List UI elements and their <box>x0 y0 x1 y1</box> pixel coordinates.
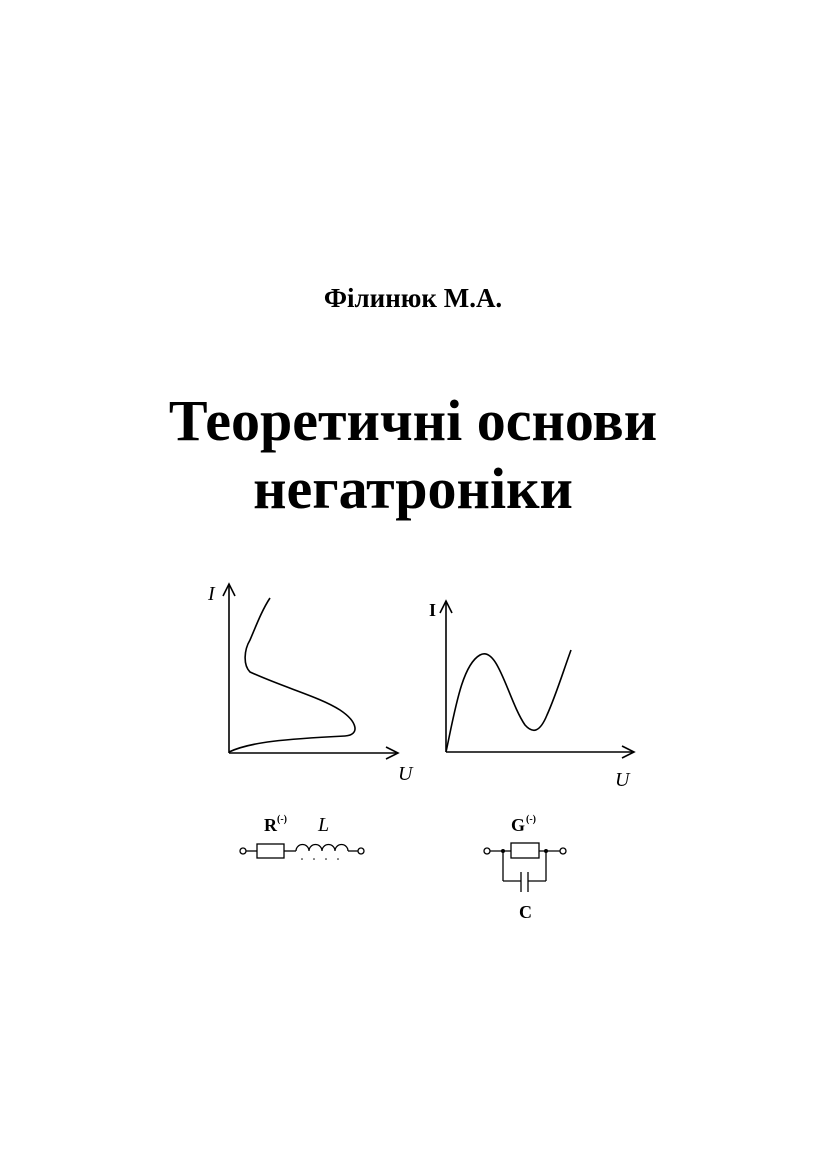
figure1-y-label: I <box>208 583 215 605</box>
figure1-x-label: U <box>398 763 413 785</box>
figure2-y-label: I <box>429 600 437 620</box>
negative-conductance-symbol <box>511 843 539 858</box>
s-type-characteristic <box>223 584 398 759</box>
inductor-symbol <box>296 845 348 852</box>
circuit1-right-terminal <box>358 848 364 854</box>
resistor-superscript: (-) <box>277 814 287 825</box>
n-type-characteristic <box>440 601 634 758</box>
figure2-x-label: U <box>615 769 630 791</box>
circuit2-right-terminal <box>560 848 566 854</box>
resistor-label: R <box>264 815 277 835</box>
circuit1-left-terminal <box>240 848 246 854</box>
figure1-curve <box>229 598 355 752</box>
parallel-gc-circuit <box>484 843 566 892</box>
author-name: Філинюк М.А. <box>323 283 503 313</box>
series-rl-circuit <box>240 844 364 858</box>
inductor-dots <box>301 858 339 860</box>
figure2-curve <box>446 650 571 752</box>
conductance-superscript: (-) <box>526 814 536 825</box>
title-line-1: Теоретичні основи <box>168 388 658 453</box>
title-line-2: негатроніки <box>253 456 573 521</box>
inductor-label: L <box>318 814 330 836</box>
capacitor-label: C <box>519 902 532 922</box>
circuit2-left-terminal <box>484 848 490 854</box>
conductance-label: G <box>511 815 526 835</box>
negative-resistor-symbol <box>257 844 284 858</box>
